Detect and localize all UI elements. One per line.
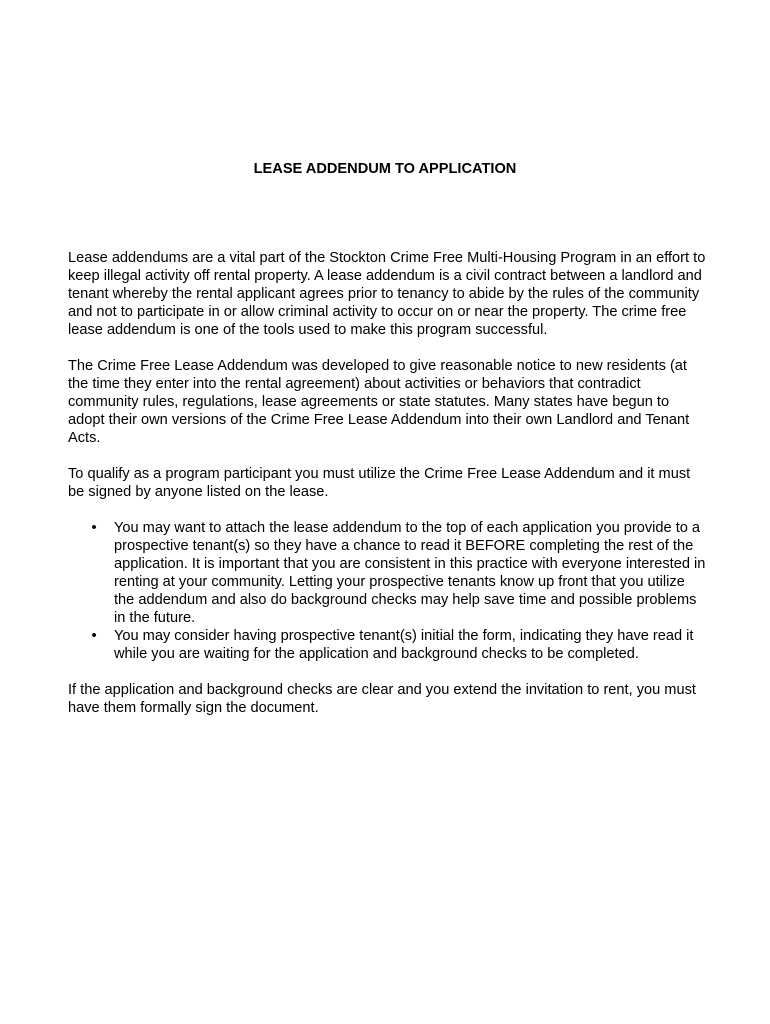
- bullet-list: [68, 519, 708, 663]
- paragraph-addendum-purpose: The Crime Free Lease Addendum was developed to give reasonable notice to new residents (at the time they enter into the rental agreement) about activities or behaviors that contradict community rules, regulations, lease agreements or state statutes. Many states have begun to adopt their own versions of the Crime Free Lease Addendum into their own Landlord and Tenant Acts.: [68, 358, 690, 446]
- bullet-item-attach-addendum: [68, 519, 708, 627]
- paragraph-closing: If the application and background checks are clear and you extend the invitation to rent, you must have them formally sign the document.: [68, 682, 696, 716]
- paragraph-intro: Lease addendums are a vital part of the Stockton Crime Free Multi-Housing Program in an effort to keep illegal activity off rental property. A lease addendum is a civil contract between a landlord and tenant whereby the rental applicant agrees prior to tenancy to abide by the rules of the community and not to participate in or allow criminal activity to occur on or near the property. The crime free lease addendum is one of the tools used to make this program successful.: [68, 250, 706, 338]
- document-title: LEASE ADDENDUM TO APPLICATION: [253, 161, 517, 177]
- document-body: [68, 249, 708, 735]
- paragraph-qualification: To qualify as a program participant you must utilize the Crime Free Lease Addendum and it must be signed by anyone listed on the lease.: [68, 466, 691, 500]
- bullet-text: You may want to attach the lease addendum to the top of each application you provide to a prospective tenant(s) so they have a chance to read it BEFORE completing the rest of the application. It is important that you are consistent in this practice with everyone interested in renting at your community. Letting your prospective tenants know up front that you utilize the addendum and also do background checks may help save time and possible problems in the future.: [114, 520, 706, 626]
- bullet-icon: •: [91, 520, 97, 536]
- bullet-text: You may consider having prospective tenant(s) initial the form, indicating they have read it while you are waiting for the application and background checks to be completed.: [114, 628, 694, 662]
- bullet-item-initial-form: [68, 627, 708, 663]
- bullet-icon: •: [91, 628, 97, 644]
